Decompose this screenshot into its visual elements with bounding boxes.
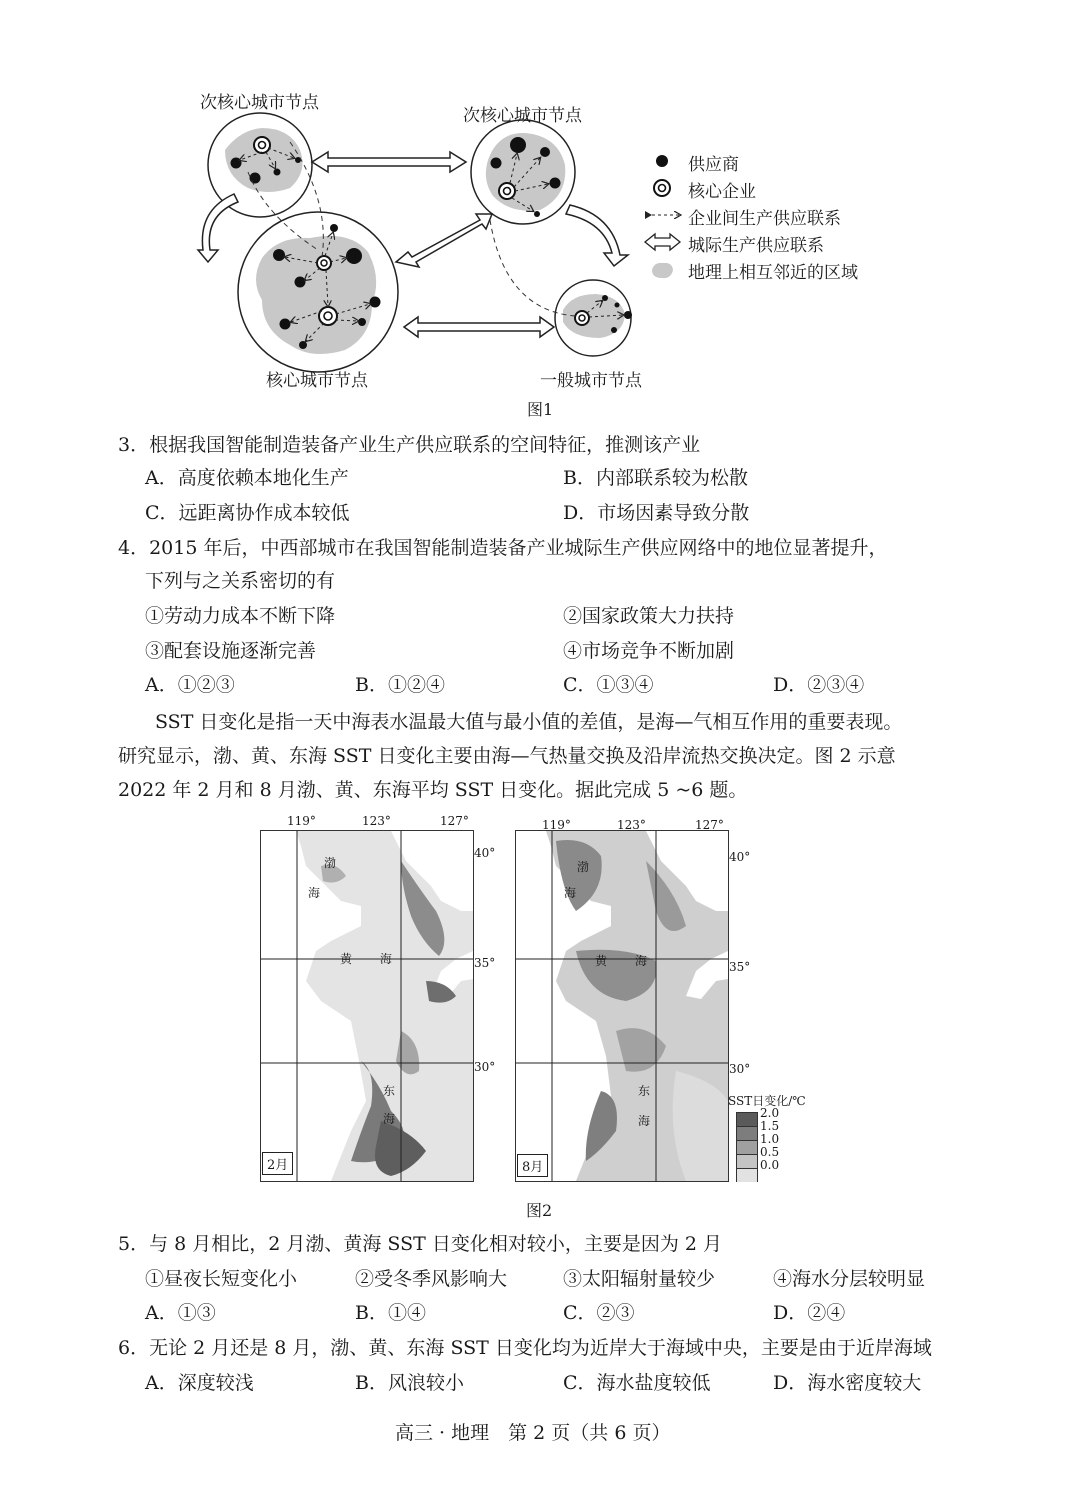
label-sub-core-left: 次核心城市节点 — [200, 93, 319, 113]
legend-supplier: 供应商 — [688, 155, 739, 175]
q3-option-b: B．内部联系较为松散 — [563, 467, 748, 489]
legend-core-enterprise: 核心企业 — [688, 182, 756, 202]
aug-label-dong: 东 — [638, 1084, 651, 1098]
feb-lat-30: 30° — [474, 1060, 496, 1074]
sst-legend-value: 1.5 — [760, 1119, 780, 1133]
sst-legend-swatch — [736, 1126, 758, 1140]
figure-1-caption: 图1 — [527, 400, 554, 419]
q3-option-d: D．市场因素导致分散 — [563, 502, 750, 524]
q4-item-4: ④市场竞争不断加剧 — [563, 640, 735, 662]
feb-lon-123: 123° — [362, 814, 391, 828]
feb-label-hai2: 海 — [380, 952, 393, 966]
question-5-stem: 5．与 8 月相比，2 月渤、黄海 SST 日变化相对较小，主要是因为 2 月 — [118, 1233, 723, 1255]
q4-option-d: D．②③④ — [773, 674, 865, 696]
q5-item-3: ③太阳辐射量较少 — [563, 1268, 716, 1290]
sst-legend-swatch — [736, 1154, 758, 1168]
q4-option-a: A．①②③ — [145, 674, 235, 696]
panel-tag-aug: 8月 — [517, 1154, 548, 1177]
question-4-stem-line1: 4．2015 年后，中西部城市在我国智能制造装备产业城际生产供应网络中的地位显著提升， — [118, 537, 888, 559]
aug-lon-127: 127° — [695, 818, 724, 832]
q4-item-1: ①劳动力成本不断下降 — [145, 605, 336, 627]
sst-legend-bar — [736, 1112, 758, 1182]
feb-lon-119: 119° — [287, 814, 316, 828]
feb-lat-40: 40° — [474, 846, 496, 860]
page-footer: 高三 · 地理 第 2 页（共 6 页） — [395, 1422, 671, 1444]
legend-inter-city: 城际生产供应联系 — [688, 236, 824, 256]
passage-line-2: 研究显示，渤、黄、东海 SST 日变化主要由海—气热量交换及沿岸流热交换决定。图 2 示意 — [118, 745, 896, 767]
sst-legend-swatch — [736, 1112, 758, 1126]
q4-item-3: ③配套设施逐渐完善 — [145, 640, 317, 662]
aug-label-hai3: 海 — [638, 1114, 651, 1128]
question-3-stem: 3．根据我国智能制造装备产业生产供应联系的空间特征，推测该产业 — [118, 434, 701, 456]
figure-2 — [240, 810, 840, 1190]
feb-lat-35: 35° — [474, 956, 496, 970]
sst-legend-title: SST日变化/℃ — [728, 1094, 806, 1108]
aug-lat-35: 35° — [729, 960, 751, 974]
q6-option-c: C．海水盐度较低 — [563, 1372, 711, 1394]
legend-inter-enterprise: 企业间生产供应联系 — [688, 209, 841, 229]
aug-label-huang: 黄 — [595, 954, 608, 968]
q4-option-c: C．①③④ — [563, 674, 654, 696]
question-6-stem: 6．无论 2 月还是 8 月，渤、黄、东海 SST 日变化均为近岸大于海域中央，主要是由于近岸海域 — [118, 1337, 932, 1359]
aug-lon-119: 119° — [542, 818, 571, 832]
q5-item-2: ②受冬季风影响大 — [355, 1268, 508, 1290]
aug-lon-123: 123° — [617, 818, 646, 832]
sst-legend-values — [760, 1107, 779, 1172]
aug-label-bo: 渤 — [577, 860, 590, 874]
sst-legend-value: 0.0 — [760, 1158, 780, 1172]
map-feb — [260, 830, 474, 1182]
map-aug — [515, 830, 729, 1182]
aug-lat-30: 30° — [729, 1062, 751, 1076]
sst-legend-value: 0.5 — [760, 1145, 780, 1159]
sst-legend-swatch — [736, 1168, 758, 1182]
q5-option-d: D．②④ — [773, 1302, 846, 1324]
q5-item-4: ④海水分层较明显 — [773, 1268, 926, 1290]
figure-1 — [0, 0, 1080, 420]
q6-option-a: A．深度较浅 — [145, 1372, 254, 1394]
feb-label-dong: 东 — [383, 1084, 396, 1098]
passage-line-1: SST 日变化是指一天中海表水温最大值与最小值的差值，是海—气相互作用的重要表现。 — [155, 711, 903, 733]
q5-option-a: A．①③ — [145, 1302, 216, 1324]
q3-option-c: C．远距离协作成本较低 — [145, 502, 350, 524]
aug-label-hai2: 海 — [635, 954, 648, 968]
aug-label-hai1: 海 — [564, 886, 577, 900]
label-general: 一般城市节点 — [540, 371, 642, 391]
figure-2-caption: 图2 — [526, 1201, 553, 1220]
q6-option-d: D．海水密度较大 — [773, 1372, 922, 1394]
q6-option-b: B．风浪较小 — [355, 1372, 464, 1394]
q5-option-b: B．①④ — [355, 1302, 426, 1324]
supply-network-diagram — [0, 0, 1080, 420]
q5-item-1: ①昼夜长短变化小 — [145, 1268, 298, 1290]
feb-label-hai1: 海 — [308, 886, 321, 900]
feb-lon-127: 127° — [440, 814, 469, 828]
passage-line-3: 2022 年 2 月和 8 月渤、黄、东海平均 SST 日变化。据此完成 5 ~6 题。 — [118, 779, 748, 801]
label-sub-core-right: 次核心城市节点 — [463, 106, 582, 126]
sst-legend-value: 1.0 — [760, 1132, 780, 1146]
aug-lat-40: 40° — [729, 850, 751, 864]
q3-option-a: A．高度依赖本地化生产 — [145, 467, 349, 489]
q4-option-b: B．①②④ — [355, 674, 445, 696]
q4-item-2: ②国家政策大力扶持 — [563, 605, 735, 627]
q5-option-c: C．②③ — [563, 1302, 635, 1324]
label-core: 核心城市节点 — [266, 371, 368, 391]
feb-label-hai3: 海 — [383, 1112, 396, 1126]
legend-adjacent-region: 地理上相互邻近的区域 — [688, 263, 858, 283]
feb-label-huang: 黄 — [340, 952, 353, 966]
sst-legend-value: 2.0 — [760, 1106, 780, 1120]
sst-legend-swatch — [736, 1140, 758, 1154]
map-feb-graphic — [261, 831, 473, 1181]
map-aug-graphic — [516, 831, 728, 1181]
feb-label-bo: 渤 — [324, 856, 337, 870]
panel-tag-feb: 2月 — [262, 1152, 293, 1175]
question-4-stem-line2: 下列与之关系密切的有 — [145, 570, 336, 592]
